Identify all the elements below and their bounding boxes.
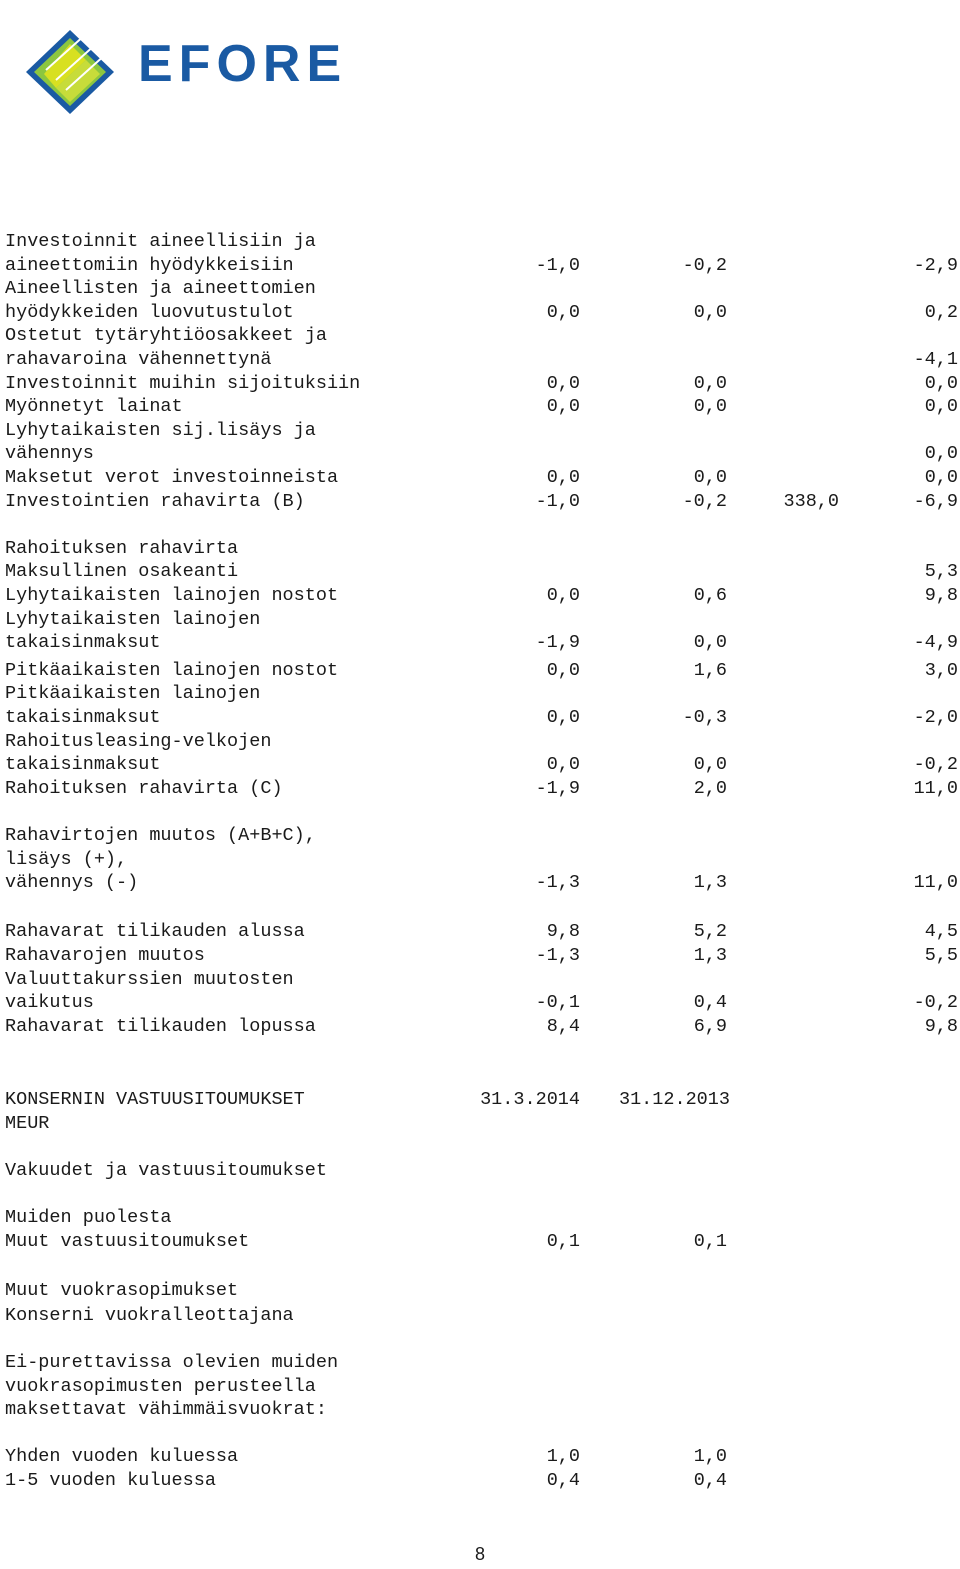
value-c4: 5,3: [924, 561, 958, 583]
row-label: vuokrasopimusten perusteella: [5, 1375, 316, 1397]
cashflow-row: [5, 871, 960, 895]
efore-logo-text: EFORE: [138, 35, 348, 93]
value-c1: -1,3: [535, 945, 580, 966]
efore-logo: [26, 30, 386, 118]
cashflow-row: [5, 608, 960, 632]
value-c1: -1,0: [535, 254, 580, 276]
value-c4: 11,0: [913, 777, 958, 799]
value-c1: 0,0: [546, 372, 580, 394]
value-c4: -2,0: [913, 707, 958, 728]
row-label: vähennys: [5, 443, 94, 465]
value-c1: 0,1: [546, 1230, 580, 1252]
value-c2: -0,2: [682, 254, 727, 276]
section-title: [5, 1206, 960, 1230]
value-c1: 9,8: [546, 921, 580, 943]
value-c3: 338,0: [783, 490, 839, 512]
description-line: [5, 1375, 960, 1399]
column-date-2: 31.12.2013: [618, 1088, 730, 1110]
row-label: Rahavirtojen muutos (A+B+C),: [5, 825, 316, 846]
cashflow-row: [5, 230, 960, 254]
row-label: Ostetut tytäryhtiöosakkeet ja: [5, 325, 327, 347]
value-c1: 0,0: [546, 396, 580, 418]
value-c1: 0,0: [546, 585, 580, 606]
cashflow-row: [5, 560, 960, 584]
cashflow-row: [5, 682, 960, 706]
cashflow-row: [5, 753, 960, 777]
value-c2: 1,6: [693, 659, 727, 681]
column-date-1: 31.3.2014: [480, 1088, 580, 1110]
value-c4: 5,5: [924, 945, 958, 966]
row-label: Pitkäaikaisten lainojen: [5, 683, 261, 705]
value-c1: -1,0: [535, 490, 580, 512]
cashflow-row: [5, 968, 960, 992]
row-label: Ei-purettavissa olevien muiden: [5, 1351, 339, 1373]
row-label: rahavaroina vähennettynä: [5, 349, 272, 370]
row-label: 1-5 vuoden kuluessa: [5, 1469, 216, 1491]
commitments-header: [5, 1088, 960, 1112]
description-line: [5, 1398, 960, 1422]
cashflow-row: [5, 395, 960, 419]
row-label: Lyhytaikaisten sij.lisäys ja: [5, 419, 316, 441]
row-label: MEUR: [5, 1112, 50, 1134]
value-c4: -4,9: [913, 632, 958, 654]
row-label: vaikutus: [5, 992, 94, 1014]
cashflow-row: [5, 991, 960, 1015]
row-label: Vakuudet ja vastuusitoumukset: [5, 1159, 327, 1181]
value-c1: 0,0: [546, 754, 580, 776]
row-label: maksettavat vähimmäisvuokrat:: [5, 1399, 327, 1421]
row-label: Valuuttakurssien muutosten: [5, 968, 294, 990]
row-label: Muut vuokrasopimukset: [5, 1280, 239, 1302]
value-c1: 0,4: [546, 1469, 580, 1491]
cashflow-row: [5, 277, 960, 301]
row-label: Investoinnit muihin sijoituksiin: [5, 372, 361, 394]
value-c2: 0,1: [693, 1230, 727, 1252]
value-c4: -4,1: [913, 349, 958, 370]
cashflow-row: [5, 324, 960, 348]
value-c1: -0,1: [535, 992, 580, 1014]
row-label: Rahoituksen rahavirta: [5, 537, 239, 559]
value-c4: 0,0: [924, 372, 958, 394]
value-c2: 0,0: [693, 754, 727, 776]
value-c2: 0,0: [693, 396, 727, 418]
value-c1: 0,0: [546, 301, 580, 323]
value-c2: 2,0: [693, 777, 727, 799]
lease-row: [5, 1469, 960, 1493]
value-c4: -2,9: [913, 254, 958, 276]
cashflow-row: [5, 419, 960, 443]
value-c2: -0,2: [682, 490, 727, 512]
value-c4: 0,0: [924, 396, 958, 418]
section-title: [5, 1159, 960, 1183]
value-c1: -1,3: [535, 872, 580, 894]
value-c2: 1,3: [693, 945, 727, 966]
row-label: Investointien rahavirta (B): [5, 490, 305, 512]
row-label: Rahavarat tilikauden alussa: [5, 921, 305, 943]
value-c4: 0,0: [924, 467, 958, 488]
row-label: vähennys (-): [5, 872, 139, 894]
row-label: Aineellisten ja aineettomien: [5, 278, 316, 300]
row-label: Investoinnit aineellisiin ja: [5, 231, 316, 252]
cashflow-row: [5, 848, 960, 872]
value-c2: 0,0: [693, 301, 727, 323]
row-label: Myönnetyt lainat: [5, 396, 183, 418]
cashflow-row: [5, 1015, 960, 1039]
value-c4: 9,8: [924, 585, 958, 606]
row-label: Rahavarojen muutos: [5, 945, 205, 966]
row-label: takaisinmaksut: [5, 632, 161, 654]
value-c4: 3,0: [924, 659, 958, 681]
row-label: Rahavarat tilikauden lopussa: [5, 1015, 316, 1037]
row-label: Muiden puolesta: [5, 1206, 172, 1228]
value-c1: -1,9: [535, 777, 580, 799]
row-label: takaisinmaksut: [5, 707, 161, 728]
value-c2: 0,6: [693, 585, 727, 606]
value-c4: -6,9: [913, 490, 958, 512]
lease-row: [5, 1445, 960, 1469]
row-label: takaisinmaksut: [5, 754, 161, 776]
row-label: Lyhytaikaisten lainojen nostot: [5, 585, 339, 606]
cashflow-row: [5, 706, 960, 730]
cashflow-row: [5, 442, 960, 466]
cashflow-row: [5, 466, 960, 490]
row-label: aineettomiin hyödykkeisiin: [5, 254, 294, 276]
row-label: Yhden vuoden kuluessa: [5, 1446, 239, 1468]
row-label: hyödykkeiden luovutustulot: [5, 301, 294, 323]
row-label: lisäys (+),: [5, 848, 128, 870]
cashflow-row: [5, 631, 960, 655]
value-c2: 5,2: [693, 921, 727, 943]
value-c4: 0,0: [924, 443, 958, 465]
page-number: 8: [474, 1544, 485, 1564]
value-c4: 0,2: [924, 301, 958, 323]
row-label: Rahoituksen rahavirta (C): [5, 777, 283, 799]
value-c4: 11,0: [913, 872, 958, 894]
cashflow-row: [5, 372, 960, 396]
value-c1: 8,4: [546, 1015, 580, 1037]
section-title: [5, 1304, 960, 1328]
value-c2: 0,0: [693, 372, 727, 394]
commitment-row: [5, 1230, 960, 1254]
section-title: [5, 1279, 960, 1303]
value-c1: 0,0: [546, 659, 580, 681]
row-label: Muut vastuusitoumukset: [5, 1230, 250, 1252]
cashflow-row: [5, 920, 960, 944]
efore-logo-mark: [26, 30, 126, 118]
value-c1: -1,9: [535, 632, 580, 654]
cashflow-row: [5, 348, 960, 372]
cashflow-row: [5, 730, 960, 754]
row-label: Rahoitusleasing-velkojen: [5, 730, 272, 752]
cashflow-row: [5, 944, 960, 968]
commitments-title: KONSERNIN VASTUUSITOUMUKSET: [5, 1088, 305, 1110]
value-c2: 1,0: [693, 1446, 727, 1468]
value-c2: -0,3: [682, 707, 727, 728]
unit-label: [5, 1112, 960, 1136]
row-label: Konserni vuokralleottajana: [5, 1304, 294, 1326]
row-label: Maksetut verot investoinneista: [5, 467, 339, 488]
row-label: Lyhytaikaisten lainojen: [5, 608, 261, 630]
value-c2: 1,3: [693, 872, 727, 894]
value-c4: 4,5: [924, 921, 958, 943]
description-line: [5, 1351, 960, 1375]
section-title: [5, 537, 960, 561]
cashflow-row: [5, 254, 960, 278]
value-c4: 9,8: [924, 1015, 958, 1037]
row-label: Pitkäaikaisten lainojen nostot: [5, 659, 339, 681]
value-c1: 0,0: [546, 707, 580, 728]
value-c4: -0,2: [913, 754, 958, 776]
value-c2: 0,0: [693, 632, 727, 654]
value-c2: 0,0: [693, 467, 727, 488]
value-c1: 0,0: [546, 467, 580, 488]
value-c4: -0,2: [913, 992, 958, 1014]
cashflow-row: [5, 659, 960, 683]
value-c2: 0,4: [693, 992, 727, 1014]
value-c2: 6,9: [693, 1015, 727, 1037]
cashflow-row: [5, 584, 960, 608]
row-label: Maksullinen osakeanti: [5, 561, 239, 583]
cashflow-row: [5, 777, 960, 801]
value-c2: 0,4: [693, 1469, 727, 1491]
cashflow-row: [5, 490, 960, 514]
cashflow-row: [5, 301, 960, 325]
cashflow-row: [5, 824, 960, 848]
value-c1: 1,0: [546, 1446, 580, 1468]
